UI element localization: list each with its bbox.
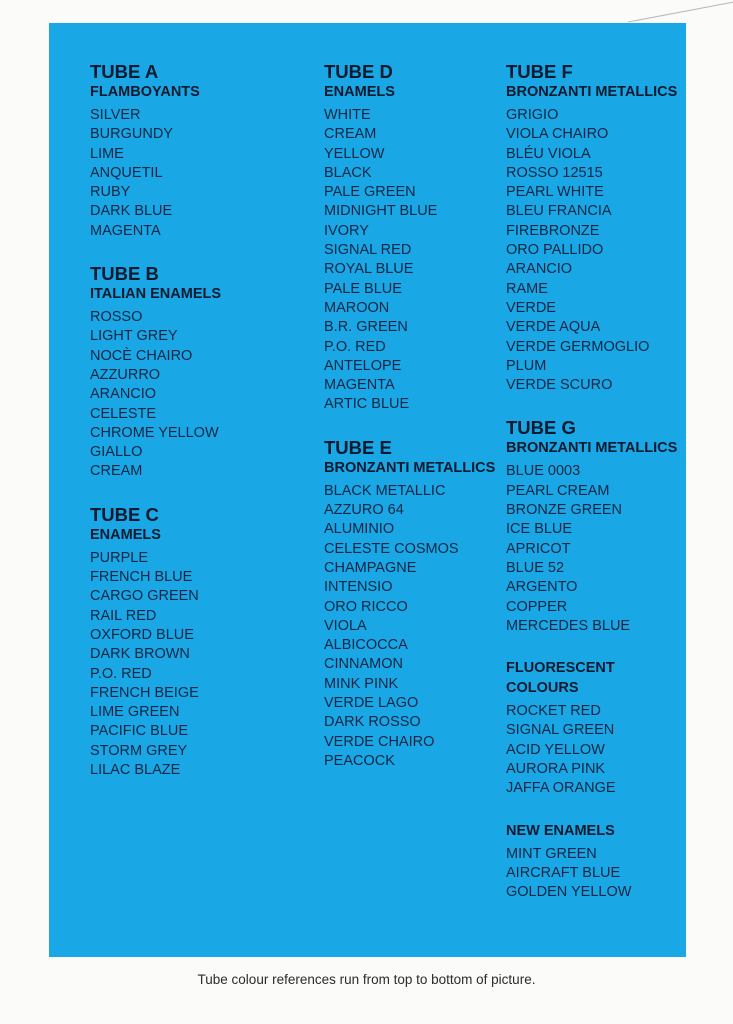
colour-item: OXFORD BLUE — [90, 626, 194, 643]
colour-item: PALE BLUE — [324, 280, 402, 297]
colour-list — [324, 482, 495, 771]
colour-item: DARK ROSSO — [324, 714, 421, 731]
colour-item: ROYAL BLUE — [324, 261, 414, 278]
tube-group-tube-e — [324, 437, 495, 771]
colour-item: ORO RICCO — [324, 598, 408, 615]
colour-item: LILAC BLAZE — [90, 762, 181, 779]
colour-item: GOLDEN YELLOW — [506, 884, 632, 901]
colour-list — [324, 106, 495, 415]
colour-item: LIME — [90, 145, 124, 162]
colour-item: PLUM — [506, 357, 547, 374]
colour-item: CHAMPAGNE — [324, 559, 417, 576]
tube-group-tube-g — [506, 417, 686, 636]
colour-item: BLÉU VIOLA — [506, 145, 591, 162]
group-subtitle: ENAMELS — [324, 84, 395, 100]
colour-item: CREAM — [90, 463, 143, 480]
colour-item: PALE GREEN — [324, 184, 416, 201]
colour-item: ARANCIO — [90, 386, 157, 403]
colour-item: FRENCH BEIGE — [90, 684, 199, 701]
tube-group-new-enamels — [506, 821, 686, 903]
colour-item: MAGENTA — [90, 222, 161, 239]
colour-item: RAME — [506, 280, 548, 297]
colour-item: AZZURO 64 — [324, 502, 404, 519]
colour-item: RUBY — [90, 184, 131, 201]
colour-item: IVORY — [324, 222, 369, 239]
colour-item: ROSSO — [90, 309, 143, 326]
colour-item: ROCKET RED — [506, 703, 601, 720]
tube-group-fluorescent-colours — [506, 658, 686, 798]
corner-pencil-line — [626, 0, 733, 24]
colour-item: STORM GREY — [90, 742, 188, 759]
column-3 — [506, 61, 686, 925]
group-subtitle: ITALIAN ENAMELS — [90, 286, 222, 303]
group-subtitle: FLAMBOYANTS — [90, 84, 200, 100]
colour-item: INTENSIO — [324, 579, 393, 596]
colour-item: PEARL WHITE — [506, 184, 604, 201]
colour-item: CHROME YELLOW — [90, 424, 219, 441]
colour-item: VIOLA — [324, 617, 367, 634]
colour-list — [506, 702, 686, 798]
colour-item: CINNAMON — [324, 656, 403, 673]
colour-item: MINT GREEN — [506, 845, 597, 862]
colour-item: PEARL CREAM — [506, 482, 610, 499]
colour-item: PEACOCK — [324, 752, 395, 769]
tube-title: TUBE B — [90, 263, 159, 285]
colour-list — [90, 106, 221, 241]
colour-item: MAROON — [324, 299, 390, 316]
colour-item: ICE BLUE — [506, 521, 573, 538]
colour-item: COPPER — [506, 598, 568, 615]
colour-item: SILVER — [90, 107, 141, 123]
colour-item: ACID YELLOW — [506, 741, 605, 758]
colour-item: RAIL RED — [90, 607, 157, 624]
colour-item: VIOLA CHAIRO — [506, 126, 609, 143]
group-subtitle: BRONZANTI METALLICS — [506, 440, 678, 457]
column-1 — [90, 61, 221, 802]
tube-title: TUBE E — [324, 436, 392, 458]
colour-item: LIME GREEN — [90, 704, 180, 721]
tube-title: TUBE F — [506, 61, 573, 82]
colour-list — [90, 308, 221, 482]
colour-item: PACIFIC BLUE — [90, 723, 189, 740]
colour-list — [506, 845, 686, 903]
group-subtitle: NEW ENAMELS — [506, 822, 615, 839]
colour-item: DARK BROWN — [90, 646, 190, 663]
colour-item: BRONZE GREEN — [506, 502, 623, 519]
colour-item: ROSSO 12515 — [506, 164, 603, 181]
colour-item: VERDE GERMOGLIO — [506, 338, 650, 355]
colour-item: GRIGIO — [506, 107, 559, 123]
colour-item: ARANCIO — [506, 261, 573, 278]
group-subtitle: ENAMELS — [90, 526, 161, 543]
colour-list — [90, 549, 221, 781]
colour-item: MAGENTA — [324, 377, 395, 394]
group-subtitle: FLUORESCENT COLOURS — [506, 660, 615, 697]
colour-item: SIGNAL GREEN — [506, 722, 615, 739]
colour-item: YELLOW — [324, 145, 385, 162]
colour-item: PURPLE — [90, 549, 149, 566]
colour-list — [506, 462, 686, 636]
colour-item: MINK PINK — [324, 675, 399, 692]
tube-title: TUBE D — [324, 61, 393, 82]
colour-item: ALBICOCCA — [324, 637, 408, 654]
colour-item: SIGNAL RED — [324, 242, 412, 259]
colour-item: CELESTE COSMOS — [324, 540, 459, 557]
colour-item: ARTIC BLUE — [324, 396, 410, 413]
colour-item: ORO PALLIDO — [506, 242, 604, 259]
tube-group-tube-a — [90, 61, 221, 241]
colour-item: B.R. GREEN — [324, 319, 408, 336]
colour-item: ARGENTO — [506, 579, 578, 596]
tube-group-tube-c — [90, 504, 221, 781]
tube-group-tube-b — [90, 263, 221, 482]
colour-item: DARK BLUE — [90, 203, 173, 220]
colour-item: VERDE — [506, 299, 556, 316]
colour-item: NOCÈ CHAIRO — [90, 347, 193, 364]
colour-item: AZZURRO — [90, 366, 161, 383]
colour-item: VERDE SCURO — [506, 377, 613, 394]
colour-item: GIALLO — [90, 444, 143, 461]
colour-item: CELESTE — [90, 405, 157, 422]
colour-item: LIGHT GREY — [90, 328, 178, 345]
tube-title: TUBE C — [90, 503, 159, 525]
colour-item: FRENCH BLUE — [90, 569, 193, 586]
column-2 — [324, 61, 495, 793]
colour-item: AIRCRAFT BLUE — [506, 864, 621, 881]
group-subtitle: BRONZANTI METALLICS — [506, 84, 678, 100]
colour-item: VERDE CHAIRO — [324, 733, 435, 750]
colour-item: CREAM — [324, 126, 377, 143]
colour-item: APRICOT — [506, 540, 571, 557]
colour-item: BURGUNDY — [90, 126, 173, 143]
tube-title: TUBE G — [506, 417, 576, 439]
colour-item: BLACK METALLIC — [324, 482, 446, 499]
colour-item: AURORA PINK — [506, 761, 606, 778]
tube-group-tube-d — [324, 61, 495, 415]
colour-list — [506, 106, 686, 395]
colour-item: P.O. RED — [90, 665, 152, 682]
colour-item: ANQUETIL — [90, 164, 163, 181]
colour-item: BLUE 0003 — [506, 463, 581, 480]
colour-item: VERDE AQUA — [506, 319, 601, 336]
colour-item: BLEU FRANCIA — [506, 203, 612, 220]
caption: Tube colour references run from top to bottom of picture. — [197, 972, 536, 987]
colour-item: P.O. RED — [324, 338, 386, 355]
colour-item: JAFFA ORANGE — [506, 780, 616, 797]
colour-item: FIREBRONZE — [506, 222, 600, 239]
colour-item: CARGO GREEN — [90, 588, 199, 605]
group-subtitle: BRONZANTI METALLICS — [324, 459, 496, 476]
colour-item: MERCEDES BLUE — [506, 617, 631, 634]
colour-item: BLACK — [324, 164, 372, 181]
colour-reference-panel — [49, 23, 686, 957]
colour-item: ALUMINIO — [324, 521, 395, 538]
tube-title: TUBE A — [90, 61, 159, 82]
colour-item: WHITE — [324, 107, 371, 123]
colour-item: VERDE LAGO — [324, 695, 419, 712]
colour-item: MIDNIGHT BLUE — [324, 203, 438, 220]
colour-item: ANTELOPE — [324, 357, 402, 374]
colour-item: BLUE 52 — [506, 559, 565, 576]
tube-group-tube-f — [506, 61, 686, 395]
